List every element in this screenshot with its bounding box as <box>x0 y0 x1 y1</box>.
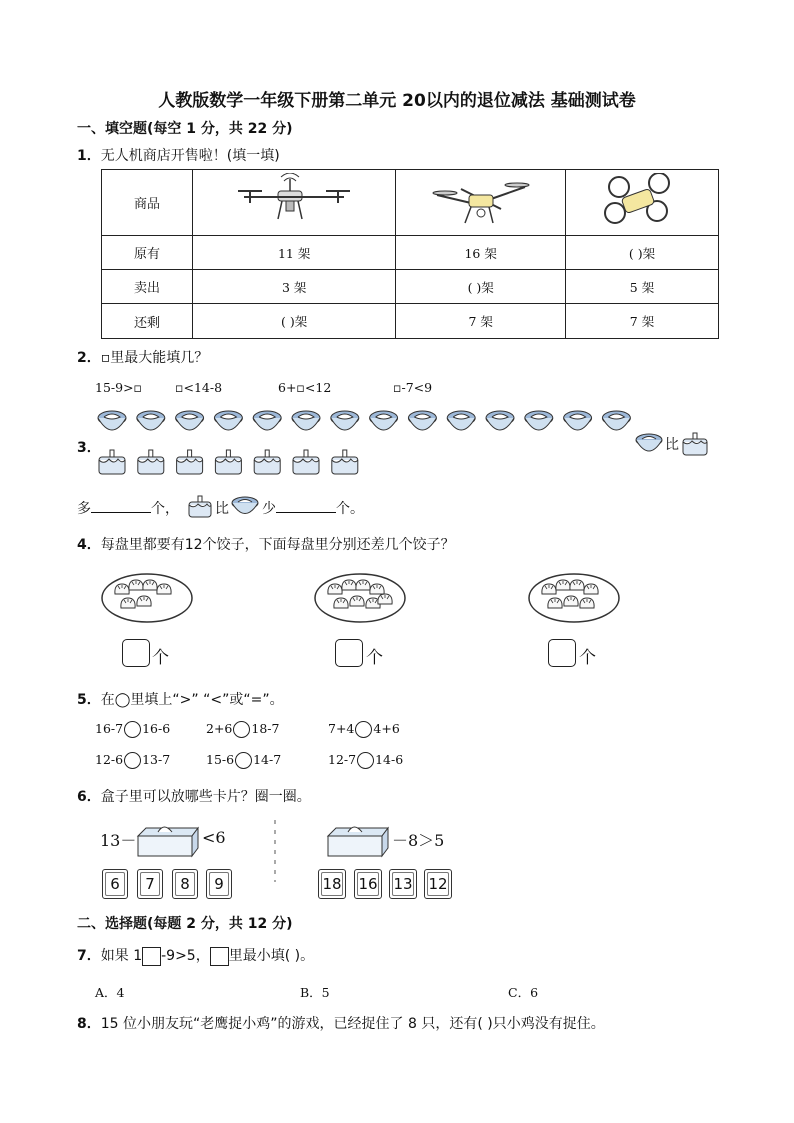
dumpling-icon <box>157 584 171 594</box>
more-word: 多 <box>77 501 91 517</box>
dumpling-icon <box>564 596 578 606</box>
unit-label: 个 <box>152 648 169 668</box>
question-6 <box>77 786 311 806</box>
question-5 <box>77 689 284 709</box>
table-cell: 11 架 <box>193 236 396 270</box>
cake-icon <box>186 494 214 520</box>
table-cell: 16 架 <box>396 236 566 270</box>
question-text: ▫里最大能填几？ <box>100 350 209 366</box>
cake-icon <box>138 450 164 474</box>
number-card[interactable]: 8 <box>172 869 198 899</box>
question-text: 每盘里都要有12个饺子，下面每盘里分别还差几个饺子？ <box>100 537 455 553</box>
number-card[interactable]: 16 <box>354 869 382 899</box>
bowl-icon <box>331 411 359 430</box>
question-number: 7． <box>77 948 101 964</box>
section-2-heading: 二、选择题(每题 2 分，共 12 分) <box>77 916 293 932</box>
bowl-icon <box>253 411 281 430</box>
number-card[interactable]: 7 <box>137 869 163 899</box>
cake-icon <box>215 450 241 474</box>
left-expression-b: <6 <box>202 828 226 847</box>
right-expression: －8＞5 <box>392 831 445 850</box>
cake-icon <box>99 450 125 474</box>
q2-item[interactable]: ▫-7<9 <box>393 380 433 395</box>
q2-item[interactable]: ▫<14-8 <box>175 380 223 395</box>
bowl-icon <box>214 411 242 430</box>
unit-label: 个 <box>579 648 596 668</box>
dumpling-icon <box>350 596 364 606</box>
left-expression-a: 13－ <box>100 831 137 850</box>
question-number: 2． <box>77 350 101 366</box>
dumpling-icon <box>129 580 143 590</box>
bowl-icon <box>370 411 398 430</box>
bowl-icon <box>602 411 630 430</box>
answer-blank[interactable] <box>91 500 151 513</box>
dumpling-icon <box>370 584 384 594</box>
bowl-icons <box>98 411 630 430</box>
table-cell-blank[interactable]: ( )架 <box>396 270 566 304</box>
question-number: 5． <box>77 692 101 708</box>
question-text: 在◯里填上“>” “<”或“=”。 <box>100 692 284 708</box>
question-text: 盒子里可以放哪些卡片？圈一圈。 <box>100 789 311 805</box>
divider-dashed <box>272 820 278 882</box>
unit-label: 个 <box>366 648 383 668</box>
bowl-icon <box>230 494 260 520</box>
cake-icon <box>680 430 710 458</box>
cake-icons <box>99 450 358 474</box>
page-title: 人教版数学一年级下册第二单元 20以内的退位减法 基础测试卷 <box>158 91 636 111</box>
cake-icon <box>293 450 319 474</box>
less-word: 少 <box>262 501 276 517</box>
table-cell-blank[interactable]: ( )架 <box>566 236 719 270</box>
bowl-icon <box>564 411 592 430</box>
dumpling-icon <box>121 598 135 608</box>
question-8 <box>77 1013 605 1033</box>
number-card[interactable]: 13 <box>389 869 417 899</box>
cake-icon <box>254 450 280 474</box>
answer-box[interactable] <box>335 639 363 667</box>
dumpling-plate <box>313 570 407 626</box>
compare-item: 2+6 18-7 <box>206 721 280 736</box>
number-card[interactable]: 18 <box>318 869 346 899</box>
dumpling-icon <box>556 580 570 590</box>
question-7: 7．如果 1 -9>5， 里最小填( )。 <box>77 948 315 964</box>
dumpling-icon <box>342 580 356 590</box>
bowl-icon <box>408 411 436 430</box>
answer-box-ref <box>210 947 229 966</box>
question-number: 8． <box>77 1016 101 1032</box>
unit-word: 个， <box>151 501 179 517</box>
answer-circle[interactable] <box>124 721 141 738</box>
compare-item: 7+4 4+6 <box>328 721 400 736</box>
dumpling-plate <box>527 570 621 626</box>
table-cell-blank[interactable]: ( )架 <box>193 304 396 339</box>
answer-circle[interactable] <box>235 752 252 769</box>
question-number: 6． <box>77 789 101 805</box>
drone-icon <box>597 173 687 229</box>
answer-circle[interactable] <box>357 752 374 769</box>
answer-circle[interactable] <box>233 721 250 738</box>
dumpling-icon <box>356 580 370 590</box>
section-1-heading: 一、填空题(每空 1 分，共 22 分) <box>77 121 293 137</box>
compare-item: 16-7 16-6 <box>95 721 171 736</box>
drone-table <box>101 169 719 339</box>
cake-icon <box>177 450 203 474</box>
bowl-icon <box>634 430 664 458</box>
answer-box[interactable] <box>142 947 161 966</box>
bowl-icon <box>98 411 126 430</box>
question-4 <box>77 534 455 554</box>
table-cell: 7 架 <box>396 304 566 339</box>
row-label-sold: 卖出 <box>102 270 193 304</box>
question-2 <box>77 347 208 367</box>
dumpling-icon <box>137 596 151 606</box>
tissue-box-icon[interactable] <box>324 822 390 860</box>
cake-row <box>96 446 376 478</box>
q3-answer-line <box>77 498 179 518</box>
answer-circle[interactable] <box>355 721 372 738</box>
cake-icon <box>332 450 358 474</box>
table-cell: 5 架 <box>566 270 719 304</box>
question-number: 4． <box>77 537 101 553</box>
compare-item: 12-6 13-7 <box>95 752 171 767</box>
option-a[interactable]: A．4 <box>95 985 125 1000</box>
question-text: 15 位小朋友玩“老鹰捉小鸡”的游戏，已经捉住了 8 只，还有( )只小鸡没有捉住。 <box>100 1016 605 1032</box>
dumpling-plate <box>100 570 194 626</box>
dumpling-icon <box>584 584 598 594</box>
dumpling-icon <box>542 584 556 594</box>
drone-image-2 <box>396 170 566 236</box>
answer-blank[interactable] <box>276 500 336 513</box>
dumpling-icon <box>115 584 129 594</box>
option-b[interactable]: B．5 <box>300 985 330 1000</box>
option-c[interactable]: C．6 <box>508 985 539 1000</box>
number-card[interactable]: 6 <box>102 869 128 899</box>
number-card[interactable]: 12 <box>424 869 452 899</box>
table-header-goods: 商品 <box>102 170 193 236</box>
q2-item[interactable]: 6+▫<12 <box>278 380 332 395</box>
dumpling-bowl-row <box>96 406 636 438</box>
question-text: 无人机商店开售啦！(填一填) <box>100 148 280 164</box>
answer-circle[interactable] <box>124 752 141 769</box>
question-number: 3． <box>77 440 101 456</box>
drone-icon <box>234 173 354 229</box>
drone-image-1 <box>193 170 396 236</box>
compare-item: 15-6 14-7 <box>206 752 282 767</box>
answer-box[interactable] <box>122 639 150 667</box>
bowl-icon <box>292 411 320 430</box>
q2-item[interactable]: 15-9>▫ <box>95 380 143 395</box>
compare-word: 比 <box>665 437 679 453</box>
table-cell: 3 架 <box>193 270 396 304</box>
question-1 <box>77 145 280 165</box>
drone-image-3 <box>566 170 719 236</box>
row-label-remaining: 还剩 <box>102 304 193 339</box>
bowl-icon <box>525 411 553 430</box>
table-cell: 7 架 <box>566 304 719 339</box>
bowl-icon <box>447 411 475 430</box>
dumpling-icon <box>143 580 157 590</box>
bowl-icon <box>137 411 165 430</box>
tissue-box-icon[interactable] <box>134 822 200 860</box>
dumpling-icon <box>570 580 584 590</box>
compare-word: 比 <box>215 501 229 517</box>
dumpling-icon <box>580 598 594 608</box>
number-card[interactable]: 9 <box>206 869 232 899</box>
dumpling-icon <box>328 584 342 594</box>
dumpling-icon <box>548 598 562 608</box>
bowl-icon <box>176 411 204 430</box>
row-label-original: 原有 <box>102 236 193 270</box>
drone-icon <box>431 173 531 229</box>
q3-answer-line-2 <box>262 498 364 518</box>
question-number: 1． <box>77 148 101 164</box>
dumpling-icon <box>378 594 392 604</box>
compare-item: 12-7 14-6 <box>328 752 404 767</box>
bowl-icon <box>486 411 514 430</box>
unit-word: 个。 <box>336 501 364 517</box>
dumpling-icon <box>334 598 348 608</box>
answer-box[interactable] <box>548 639 576 667</box>
